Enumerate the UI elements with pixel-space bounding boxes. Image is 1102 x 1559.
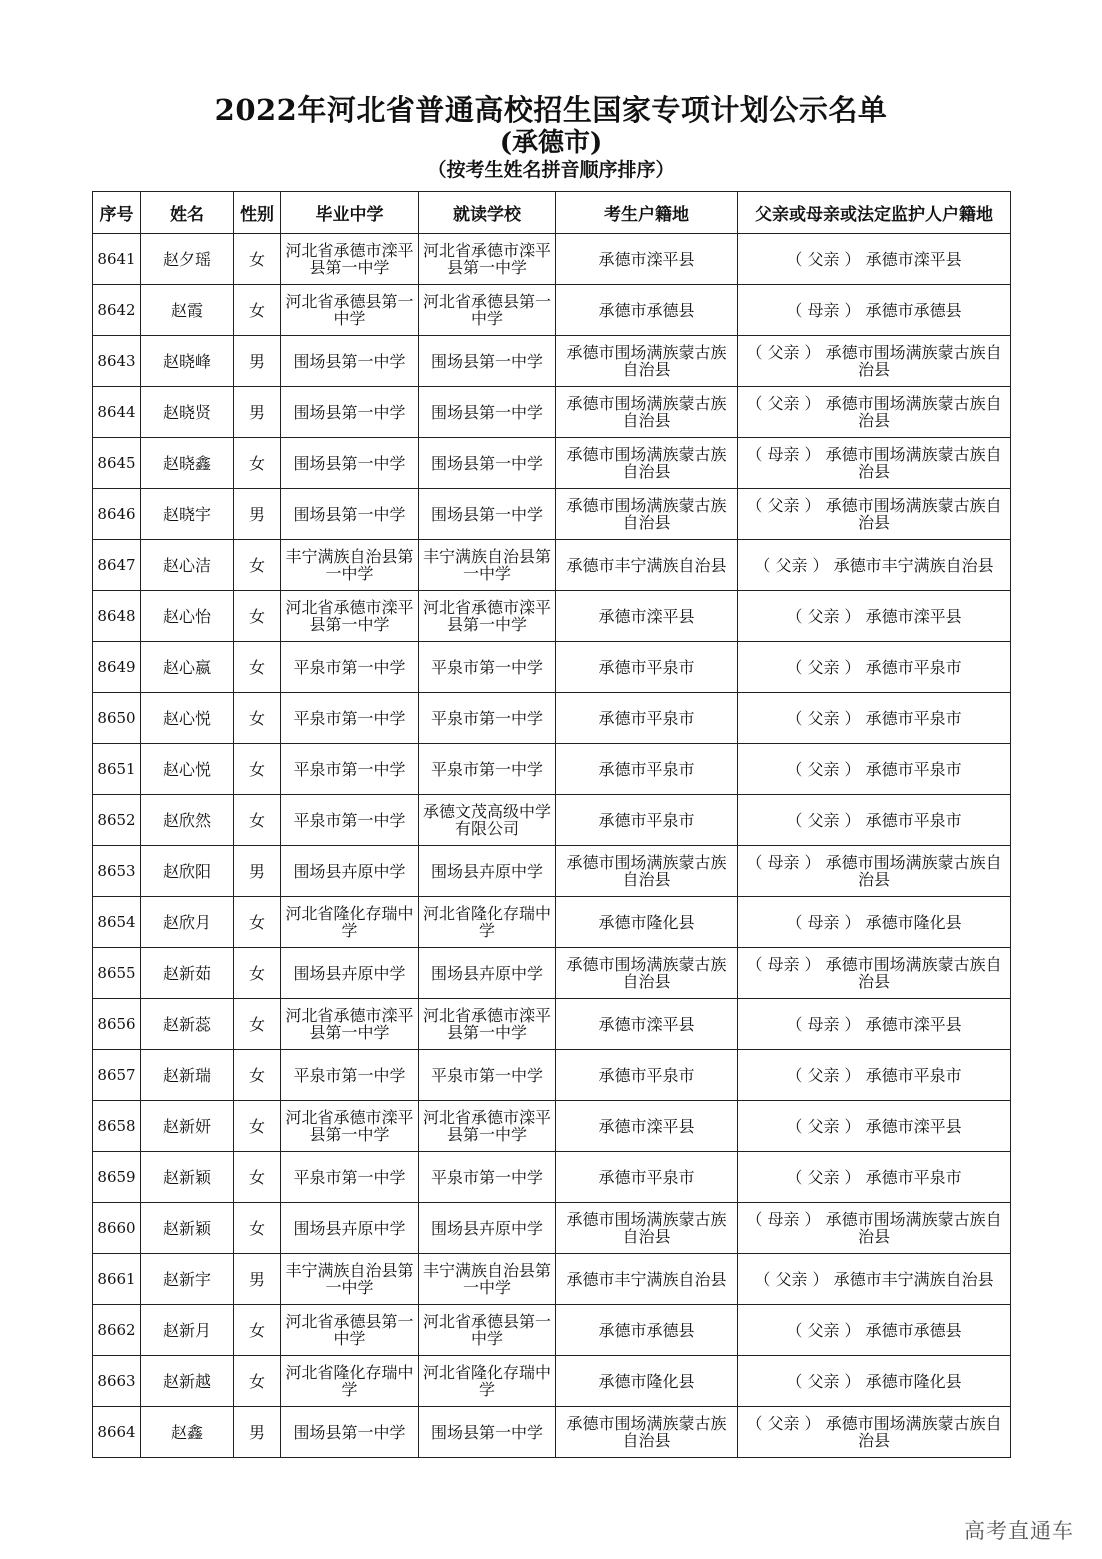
row-index-cell: 8662	[93, 1305, 141, 1356]
guardian-registration-cell: （ 父亲 ） 承德市滦平县	[738, 1101, 1011, 1152]
graduated-school-cell: 围场县第一中学	[281, 438, 419, 489]
registration-place-cell: 承德市承德县	[556, 285, 738, 336]
table-row	[93, 1050, 1011, 1101]
row-index-cell: 8647	[93, 540, 141, 591]
student-name-cell: 赵新蕊	[141, 999, 234, 1050]
graduated-school-cell: 河北省隆化存瑞中学	[281, 897, 419, 948]
student-name-cell: 赵新颖	[141, 1203, 234, 1254]
guardian-registration-cell: （ 母亲 ） 承德市承德县	[738, 285, 1011, 336]
guardian-registration-cell: （ 母亲 ） 承德市隆化县	[738, 897, 1011, 948]
gender-cell: 女	[234, 591, 281, 642]
guardian-registration-cell: （ 父亲 ） 承德市围场满族蒙古族自治县	[738, 336, 1011, 387]
graduated-school-cell: 平泉市第一中学	[281, 693, 419, 744]
table-row	[93, 387, 1011, 438]
row-index-cell: 8658	[93, 1101, 141, 1152]
current-school-cell: 丰宁满族自治县第一中学	[419, 540, 556, 591]
gender-cell: 男	[234, 1254, 281, 1305]
current-school-cell: 围场县第一中学	[419, 1407, 556, 1458]
registration-place-cell: 承德市滦平县	[556, 999, 738, 1050]
guardian-registration-cell: （ 父亲 ） 承德市平泉市	[738, 744, 1011, 795]
registration-place-cell: 承德市隆化县	[556, 897, 738, 948]
current-school-cell: 围场县卉原中学	[419, 1203, 556, 1254]
row-index-cell: 8663	[93, 1356, 141, 1407]
student-name-cell: 赵心悦	[141, 693, 234, 744]
current-school-cell: 平泉市第一中学	[419, 693, 556, 744]
gender-cell: 男	[234, 387, 281, 438]
student-name-cell: 赵新颖	[141, 1152, 234, 1203]
graduated-school-cell: 河北省承德市滦平县第一中学	[281, 234, 419, 285]
graduated-school-cell: 河北省承德县第一中学	[281, 1305, 419, 1356]
row-index-cell: 8654	[93, 897, 141, 948]
column-header-guardian-registration: 父亲或母亲或法定监护人户籍地	[738, 192, 1011, 234]
gender-cell: 男	[234, 1407, 281, 1458]
graduated-school-cell: 围场县卉原中学	[281, 846, 419, 897]
student-name-cell: 赵欣然	[141, 795, 234, 846]
table-row	[93, 693, 1011, 744]
registration-place-cell: 承德市围场满族蒙古族自治县	[556, 438, 738, 489]
registration-place-cell: 承德市平泉市	[556, 795, 738, 846]
current-school-cell: 围场县卉原中学	[419, 846, 556, 897]
row-index-cell: 8656	[93, 999, 141, 1050]
student-name-cell: 赵心洁	[141, 540, 234, 591]
gender-cell: 女	[234, 999, 281, 1050]
document-title: 2022年河北省普通高校招生国家专项计划公示名单	[214, 93, 888, 127]
gender-cell: 女	[234, 1152, 281, 1203]
student-name-cell: 赵霞	[141, 285, 234, 336]
current-school-cell: 河北省隆化存瑞中学	[419, 1356, 556, 1407]
current-school-cell: 丰宁满族自治县第一中学	[419, 1254, 556, 1305]
gender-cell: 女	[234, 744, 281, 795]
registration-place-cell: 承德市平泉市	[556, 642, 738, 693]
gender-cell: 女	[234, 1356, 281, 1407]
current-school-cell: 河北省隆化存瑞中学	[419, 897, 556, 948]
graduated-school-cell: 平泉市第一中学	[281, 1152, 419, 1203]
graduated-school-cell: 围场县第一中学	[281, 1407, 419, 1458]
column-header-registration: 考生户籍地	[556, 192, 738, 234]
registration-place-cell: 承德市围场满族蒙古族自治县	[556, 1203, 738, 1254]
gender-cell: 女	[234, 438, 281, 489]
gender-cell: 女	[234, 948, 281, 999]
graduated-school-cell: 平泉市第一中学	[281, 642, 419, 693]
watermark: 高考直通车	[964, 1519, 1074, 1543]
graduated-school-cell: 河北省隆化存瑞中学	[281, 1356, 419, 1407]
graduated-school-cell: 河北省承德市滦平县第一中学	[281, 999, 419, 1050]
table-row	[93, 489, 1011, 540]
table-row	[93, 1101, 1011, 1152]
graduated-school-cell: 丰宁满族自治县第一中学	[281, 1254, 419, 1305]
registration-place-cell: 承德市平泉市	[556, 744, 738, 795]
student-name-cell: 赵夕瑶	[141, 234, 234, 285]
registration-place-cell: 承德市承德县	[556, 1305, 738, 1356]
row-index-cell: 8648	[93, 591, 141, 642]
graduated-school-cell: 平泉市第一中学	[281, 744, 419, 795]
row-index-cell: 8642	[93, 285, 141, 336]
table-body	[93, 234, 1011, 1458]
guardian-registration-cell: （ 母亲 ） 承德市围场满族蒙古族自治县	[738, 1203, 1011, 1254]
guardian-registration-cell: （ 父亲 ） 承德市围场满族蒙古族自治县	[738, 489, 1011, 540]
table-row	[93, 999, 1011, 1050]
gender-cell: 女	[234, 897, 281, 948]
table-row	[93, 1254, 1011, 1305]
guardian-registration-cell: （ 父亲 ） 承德市平泉市	[738, 1152, 1011, 1203]
gender-cell: 女	[234, 693, 281, 744]
gender-cell: 女	[234, 1050, 281, 1101]
guardian-registration-cell: （ 父亲 ） 承德市平泉市	[738, 1050, 1011, 1101]
student-name-cell: 赵晓贤	[141, 387, 234, 438]
student-name-cell: 赵新瑞	[141, 1050, 234, 1101]
current-school-cell: 围场县第一中学	[419, 438, 556, 489]
graduated-school-cell: 围场县第一中学	[281, 336, 419, 387]
table-row	[93, 591, 1011, 642]
column-header-graduated-school: 毕业中学	[281, 192, 419, 234]
current-school-cell: 围场县卉原中学	[419, 948, 556, 999]
guardian-registration-cell: （ 父亲 ） 承德市隆化县	[738, 1356, 1011, 1407]
current-school-cell: 平泉市第一中学	[419, 744, 556, 795]
registration-place-cell: 承德市围场满族蒙古族自治县	[556, 336, 738, 387]
table-row	[93, 1407, 1011, 1458]
registration-place-cell: 承德市围场满族蒙古族自治县	[556, 1407, 738, 1458]
row-index-cell: 8652	[93, 795, 141, 846]
document-subtitle: (承德市)	[499, 128, 603, 158]
gender-cell: 女	[234, 1101, 281, 1152]
current-school-cell: 承德文茂高级中学有限公司	[419, 795, 556, 846]
gender-cell: 女	[234, 1203, 281, 1254]
table-header-row	[93, 192, 1011, 234]
guardian-registration-cell: （ 父亲 ） 承德市丰宁满族自治县	[738, 1254, 1011, 1305]
registration-place-cell: 承德市围场满族蒙古族自治县	[556, 387, 738, 438]
gender-cell: 男	[234, 336, 281, 387]
row-index-cell: 8655	[93, 948, 141, 999]
roster-table	[92, 191, 1011, 1458]
registration-place-cell: 承德市平泉市	[556, 693, 738, 744]
student-name-cell: 赵欣月	[141, 897, 234, 948]
graduated-school-cell: 平泉市第一中学	[281, 795, 419, 846]
row-index-cell: 8661	[93, 1254, 141, 1305]
row-index-cell: 8650	[93, 693, 141, 744]
row-index-cell: 8649	[93, 642, 141, 693]
row-index-cell: 8657	[93, 1050, 141, 1101]
student-name-cell: 赵新越	[141, 1356, 234, 1407]
table-row	[93, 438, 1011, 489]
student-name-cell: 赵晓峰	[141, 336, 234, 387]
guardian-registration-cell: （ 父亲 ） 承德市滦平县	[738, 234, 1011, 285]
guardian-registration-cell: （ 母亲 ） 承德市滦平县	[738, 999, 1011, 1050]
column-header-name: 姓名	[141, 192, 234, 234]
registration-place-cell: 承德市滦平县	[556, 1101, 738, 1152]
gender-cell: 女	[234, 234, 281, 285]
registration-place-cell: 承德市丰宁满族自治县	[556, 540, 738, 591]
table-row	[93, 336, 1011, 387]
student-name-cell: 赵心怡	[141, 591, 234, 642]
row-index-cell: 8651	[93, 744, 141, 795]
guardian-registration-cell: （ 父亲 ） 承德市平泉市	[738, 693, 1011, 744]
table-row	[93, 948, 1011, 999]
registration-place-cell: 承德市隆化县	[556, 1356, 738, 1407]
registration-place-cell: 承德市滦平县	[556, 234, 738, 285]
current-school-cell: 平泉市第一中学	[419, 1152, 556, 1203]
student-name-cell: 赵鑫	[141, 1407, 234, 1458]
graduated-school-cell: 丰宁满族自治县第一中学	[281, 540, 419, 591]
registration-place-cell: 承德市围场满族蒙古族自治县	[556, 846, 738, 897]
row-index-cell: 8643	[93, 336, 141, 387]
gender-cell: 女	[234, 285, 281, 336]
graduated-school-cell: 围场县卉原中学	[281, 1203, 419, 1254]
table-row	[93, 795, 1011, 846]
student-name-cell: 赵新宇	[141, 1254, 234, 1305]
student-name-cell: 赵心悦	[141, 744, 234, 795]
student-name-cell: 赵新月	[141, 1305, 234, 1356]
graduated-school-cell: 围场县卉原中学	[281, 948, 419, 999]
guardian-registration-cell: （ 母亲 ） 承德市围场满族蒙古族自治县	[738, 846, 1011, 897]
registration-place-cell: 承德市围场满族蒙古族自治县	[556, 948, 738, 999]
row-index-cell: 8659	[93, 1152, 141, 1203]
student-name-cell: 赵新妍	[141, 1101, 234, 1152]
gender-cell: 女	[234, 642, 281, 693]
graduated-school-cell: 平泉市第一中学	[281, 1050, 419, 1101]
gender-cell: 男	[234, 846, 281, 897]
column-header-gender: 性别	[234, 192, 281, 234]
registration-place-cell: 承德市滦平县	[556, 591, 738, 642]
table-row	[93, 1152, 1011, 1203]
row-index-cell: 8664	[93, 1407, 141, 1458]
guardian-registration-cell: （ 父亲 ） 承德市平泉市	[738, 795, 1011, 846]
row-index-cell: 8653	[93, 846, 141, 897]
student-name-cell: 赵晓宇	[141, 489, 234, 540]
gender-cell: 男	[234, 489, 281, 540]
guardian-registration-cell: （ 父亲 ） 承德市平泉市	[738, 642, 1011, 693]
guardian-registration-cell: （ 父亲 ） 承德市围场满族蒙古族自治县	[738, 387, 1011, 438]
gender-cell: 女	[234, 1305, 281, 1356]
row-index-cell: 8646	[93, 489, 141, 540]
student-name-cell: 赵心嬴	[141, 642, 234, 693]
current-school-cell: 河北省承德县第一中学	[419, 285, 556, 336]
graduated-school-cell: 河北省承德市滦平县第一中学	[281, 1101, 419, 1152]
registration-place-cell: 承德市平泉市	[556, 1050, 738, 1101]
guardian-registration-cell: （ 父亲 ） 承德市丰宁满族自治县	[738, 540, 1011, 591]
registration-place-cell: 承德市平泉市	[556, 1152, 738, 1203]
row-index-cell: 8645	[93, 438, 141, 489]
registration-place-cell: 承德市丰宁满族自治县	[556, 1254, 738, 1305]
current-school-cell: 平泉市第一中学	[419, 1050, 556, 1101]
table-row	[93, 285, 1011, 336]
current-school-cell: 河北省承德市滦平县第一中学	[419, 1101, 556, 1152]
guardian-registration-cell: （ 父亲 ） 承德市承德县	[738, 1305, 1011, 1356]
current-school-cell: 河北省承德县第一中学	[419, 1305, 556, 1356]
table-row	[93, 234, 1011, 285]
current-school-cell: 围场县第一中学	[419, 387, 556, 438]
current-school-cell: 河北省承德市滦平县第一中学	[419, 591, 556, 642]
student-name-cell: 赵新茹	[141, 948, 234, 999]
table-row	[93, 846, 1011, 897]
table-row	[93, 744, 1011, 795]
guardian-registration-cell: （ 母亲 ） 承德市围场满族蒙古族自治县	[738, 948, 1011, 999]
current-school-cell: 围场县第一中学	[419, 489, 556, 540]
table-row	[93, 897, 1011, 948]
graduated-school-cell: 河北省承德市滦平县第一中学	[281, 591, 419, 642]
table-row	[93, 1356, 1011, 1407]
current-school-cell: 河北省承德市滦平县第一中学	[419, 999, 556, 1050]
column-header-current-school: 就读学校	[419, 192, 556, 234]
registration-place-cell: 承德市围场满族蒙古族自治县	[556, 489, 738, 540]
row-index-cell: 8660	[93, 1203, 141, 1254]
table-row	[93, 642, 1011, 693]
sort-note: （按考生姓名拼音顺序排序）	[427, 159, 675, 181]
graduated-school-cell: 围场县第一中学	[281, 387, 419, 438]
table-row	[93, 1203, 1011, 1254]
guardian-registration-cell: （ 父亲 ） 承德市围场满族蒙古族自治县	[738, 1407, 1011, 1458]
graduated-school-cell: 围场县第一中学	[281, 489, 419, 540]
student-name-cell: 赵晓鑫	[141, 438, 234, 489]
current-school-cell: 平泉市第一中学	[419, 642, 556, 693]
gender-cell: 女	[234, 540, 281, 591]
current-school-cell: 河北省承德市滦平县第一中学	[419, 234, 556, 285]
guardian-registration-cell: （ 母亲 ） 承德市围场满族蒙古族自治县	[738, 438, 1011, 489]
row-index-cell: 8641	[93, 234, 141, 285]
table-row	[93, 540, 1011, 591]
row-index-cell: 8644	[93, 387, 141, 438]
gender-cell: 女	[234, 795, 281, 846]
guardian-registration-cell: （ 父亲 ） 承德市滦平县	[738, 591, 1011, 642]
student-name-cell: 赵欣阳	[141, 846, 234, 897]
current-school-cell: 围场县第一中学	[419, 336, 556, 387]
column-header-index: 序号	[93, 192, 141, 234]
graduated-school-cell: 河北省承德县第一中学	[281, 285, 419, 336]
table-row	[93, 1305, 1011, 1356]
